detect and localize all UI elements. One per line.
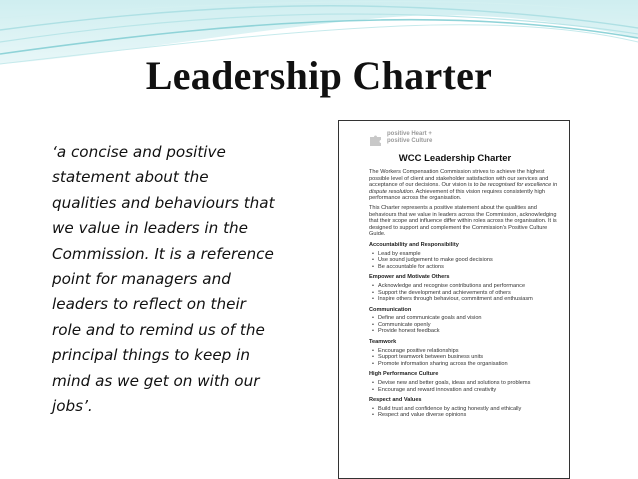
bullet-item: • Encourage positive relationships: [369, 348, 559, 355]
bullet-item: • Support teamwork between business units: [369, 354, 559, 361]
bullet-item: • Respect and value diverse opinions: [369, 412, 559, 419]
quote-line: jobs’.: [52, 397, 93, 416]
section-heading: Respect and Values: [369, 397, 422, 404]
quote-line: mind as we get on with our: [52, 371, 260, 390]
bullet-item: • Promote information sharing across the organisation: [369, 361, 559, 368]
slide-title: Leadership Charter: [145, 53, 493, 98]
bullet-item: • Be accountable for actions: [369, 264, 559, 271]
section-heading: Empower and Motivate Others: [369, 274, 450, 281]
bullet-item: • Acknowledge and recognise contributions and performance: [369, 283, 559, 290]
quote-line: ‘a concise and positive: [52, 143, 226, 161]
quote-line: role and to remind us of the: [52, 320, 265, 339]
bullet-item: • Build trust and confidence by acting honestly and ethically: [369, 406, 559, 413]
bullet-item: • Lead by example: [369, 251, 559, 258]
section-heading: High Performance Culture: [369, 371, 439, 378]
quote-line: statement about the: [52, 168, 209, 187]
bullet-item: • Provide honest feedback: [369, 328, 559, 335]
puzzle-logo-icon: [369, 133, 383, 147]
bullet-item: • Support the development and achievements of others: [369, 290, 559, 297]
quote-line: leaders to reflect on their: [52, 295, 246, 314]
document-title: WCC Leadership Charter: [398, 153, 512, 164]
document-paragraph: This Charter represents a positive statement about the qualities and behaviours that we value in leaders across the Commission, acknowledging that their scope and influence differ within roles across the organisation. It is designed to support and complement the Commission's Positive Culture Guide.: [369, 204, 557, 238]
section-heading: Communication: [369, 306, 412, 313]
quote-line: Commission. It is a reference: [52, 244, 274, 263]
document-logo: [369, 131, 469, 153]
bullet-item: • Use sound judgement to make good decisions: [369, 257, 559, 264]
bullet-item: • Devise new and better goals, ideas and solutions to problems: [369, 380, 559, 387]
document-intro: The Workers Compensation Commission strives to achieve the highest possible level of client and stakeholder satisfaction with our services and acceptance of our decisions. Our vision is to be recognised for excellence in dispute resolution. Achievement of this vision requires consistently high performance across the organisation.: [369, 169, 558, 202]
quote-line: principal things to keep in: [52, 346, 250, 365]
section-heading: Accountability and Responsibility: [369, 241, 459, 248]
document-body: [369, 169, 559, 419]
quote-text: [52, 140, 322, 419]
bullet-item: • Communicate openly: [369, 322, 559, 329]
section-heading: Teamwork: [369, 339, 397, 346]
bullet-item: • Define and communicate goals and vision: [369, 315, 559, 322]
quote-line: qualities and behaviours that: [52, 193, 275, 212]
logo-line: positive Culture: [387, 138, 433, 144]
bullet-item: • Encourage and reward innovation and creativity: [369, 387, 559, 394]
charter-document-image: [338, 120, 570, 479]
bullet-item: • Inspire others through behaviour, commitment and enthusiasm: [369, 296, 559, 303]
quote-line: we value in leaders in the: [52, 219, 249, 238]
quote-line: point for managers and: [52, 270, 231, 289]
logo-text: [387, 131, 432, 145]
logo-line: positive Heart +: [387, 131, 432, 137]
